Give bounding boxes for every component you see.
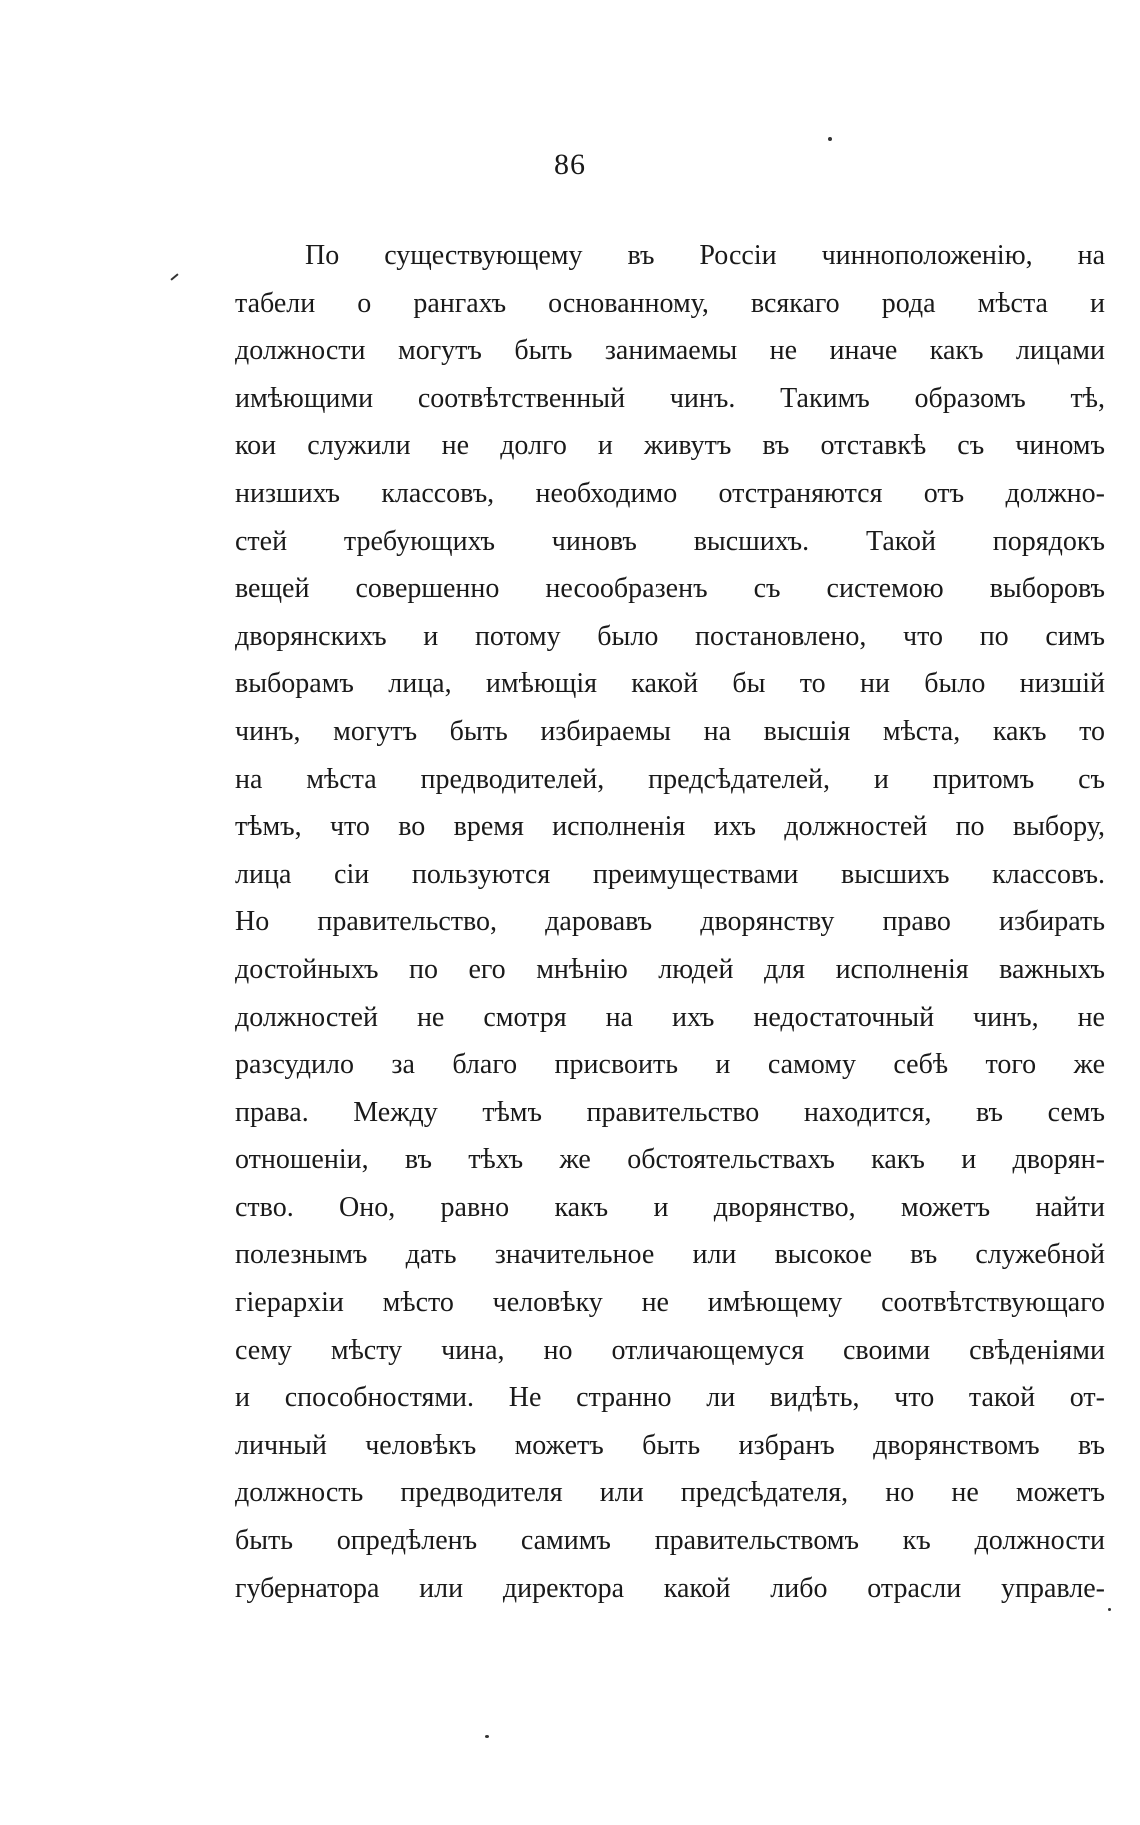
text-line: чинъ, могутъ быть избираемы на высшія мѣста, какъ то: [235, 715, 1105, 747]
page-number: 86: [554, 148, 586, 181]
text-line: полезнымъ дать значительное или высокое въ служебной: [235, 1239, 1105, 1271]
text-line: на мѣста предводителей, предсѣдателей, и притомъ съ: [235, 763, 1105, 795]
text-line: табели о рангахъ основанному, всякаго рода мѣста и: [235, 287, 1105, 319]
ink-speck: [485, 1735, 489, 1738]
text-line: кои служили не долго и живутъ въ отставкѣ съ чиномъ: [235, 430, 1105, 462]
text-line: и способностями. Не странно ли видѣть, что такой от-: [235, 1382, 1105, 1414]
text-line: лица сіи пользуются преимуществами высшихъ классовъ.: [235, 858, 1105, 890]
text-line: вещей совершенно несообразенъ съ системою выборовъ: [235, 573, 1105, 605]
text-line: стей требующихъ чиновъ высшихъ. Такой порядокъ: [235, 525, 1105, 557]
text-line: По существующему въ Россіи чинноположенію, на: [305, 240, 1105, 271]
text-line: сему мѣсту чина, но отличающемуся своими свѣденіями: [235, 1334, 1105, 1366]
text-line: гіерархіи мѣсто человѣку не имѣющему соотвѣтствующаго: [235, 1287, 1105, 1319]
text-line: тѣмъ, что во время исполненія ихъ должностей по выбору,: [235, 811, 1105, 843]
text-line: быть опредѣленъ самимъ правительствомъ къ должности: [235, 1525, 1105, 1557]
text-line: Но правительство, даровавъ дворянству право избирать: [235, 906, 1105, 938]
text-line: низшихъ классовъ, необходимо отстраняются отъ должно-: [235, 477, 1105, 509]
text-line: должностей не смотря на ихъ недостаточный чинъ, не: [235, 1001, 1105, 1033]
text-line: ство. Оно, равно какъ и дворянство, можетъ найти: [235, 1191, 1105, 1223]
text-line: личный человѣкъ можетъ быть избранъ дворянствомъ въ: [235, 1429, 1105, 1461]
text-line: должность предводителя или предсѣдателя, но не можетъ: [235, 1477, 1105, 1509]
ink-speck: [828, 137, 832, 141]
text-line: должности могутъ быть занимаемы не иначе какъ лицами: [235, 335, 1105, 367]
text-line: отношеніи, въ тѣхъ же обстоятельствахъ какъ и дворян-: [235, 1144, 1105, 1176]
margin-mark: [170, 273, 178, 280]
text-line: разсудило за благо присвоить и самому себѣ того же: [235, 1049, 1105, 1081]
text-line: губернатора или директора какой либо отрасли управле-: [235, 1572, 1105, 1604]
text-line: достойныхъ по его мнѣнію людей для исполненія важныхъ: [235, 953, 1105, 985]
text-line: выборамъ лица, имѣющія какой бы то ни было низшій: [235, 668, 1105, 700]
body-text: [235, 232, 1105, 1612]
text-line: дворянскихъ и потому было постановлено, что по симъ: [235, 620, 1105, 652]
text-line: права. Между тѣмъ правительство находится, въ семъ: [235, 1096, 1105, 1128]
ink-speck: [1108, 1608, 1111, 1611]
text-line: имѣющими соотвѣтственный чинъ. Такимъ образомъ тѣ,: [235, 382, 1105, 414]
